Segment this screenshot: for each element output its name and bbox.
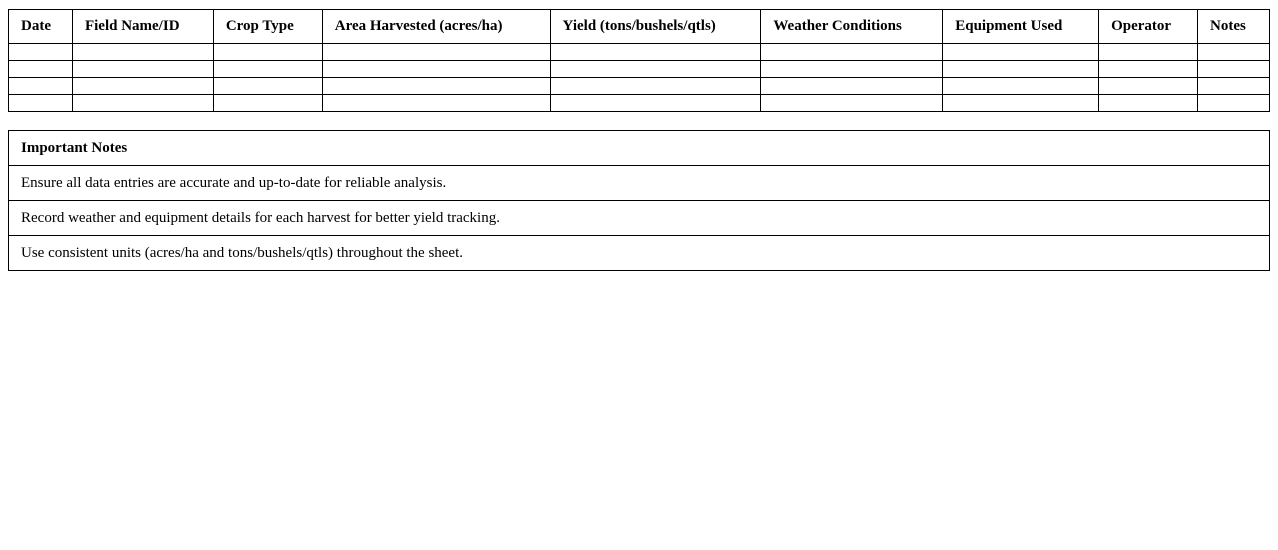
table-row xyxy=(9,78,1270,95)
note-item: Ensure all data entries are accurate and up-to-date for reliable analysis. xyxy=(9,166,1270,201)
table-cell[interactable] xyxy=(322,44,550,61)
table-row xyxy=(9,61,1270,78)
table-cell[interactable] xyxy=(213,61,322,78)
table-cell[interactable] xyxy=(72,78,213,95)
table-cell[interactable] xyxy=(9,44,73,61)
table-cell[interactable] xyxy=(9,95,73,112)
table-cell[interactable] xyxy=(761,95,943,112)
harvest-log-table xyxy=(8,9,1270,112)
table-cell[interactable] xyxy=(322,61,550,78)
header-yield: Yield (tons/bushels/qtls) xyxy=(550,10,761,44)
header-operator: Operator xyxy=(1099,10,1198,44)
table-cell[interactable] xyxy=(72,44,213,61)
table-cell[interactable] xyxy=(72,95,213,112)
header-field-name: Field Name/ID xyxy=(72,10,213,44)
table-cell[interactable] xyxy=(1099,78,1198,95)
table-cell[interactable] xyxy=(72,61,213,78)
table-cell[interactable] xyxy=(213,44,322,61)
table-cell[interactable] xyxy=(213,78,322,95)
table-cell[interactable] xyxy=(761,61,943,78)
table-cell[interactable] xyxy=(550,44,761,61)
table-cell[interactable] xyxy=(550,95,761,112)
table-cell[interactable] xyxy=(9,61,73,78)
header-area-harvested: Area Harvested (acres/ha) xyxy=(322,10,550,44)
important-notes-table xyxy=(8,130,1270,271)
table-cell[interactable] xyxy=(1198,44,1270,61)
header-crop-type: Crop Type xyxy=(213,10,322,44)
notes-title: Important Notes xyxy=(9,131,1270,166)
table-cell[interactable] xyxy=(1198,95,1270,112)
table-cell[interactable] xyxy=(1099,61,1198,78)
table-cell[interactable] xyxy=(761,44,943,61)
header-equipment: Equipment Used xyxy=(943,10,1099,44)
header-notes: Notes xyxy=(1198,10,1270,44)
header-weather: Weather Conditions xyxy=(761,10,943,44)
table-cell[interactable] xyxy=(1099,95,1198,112)
table-cell[interactable] xyxy=(1198,61,1270,78)
table-cell[interactable] xyxy=(550,78,761,95)
table-cell[interactable] xyxy=(1099,44,1198,61)
table-cell[interactable] xyxy=(761,78,943,95)
table-cell[interactable] xyxy=(1198,78,1270,95)
table-cell[interactable] xyxy=(943,61,1099,78)
header-row xyxy=(9,10,1270,44)
table-cell[interactable] xyxy=(943,95,1099,112)
table-row xyxy=(9,95,1270,112)
note-item: Record weather and equipment details for each harvest for better yield tracking. xyxy=(9,201,1270,236)
table-cell[interactable] xyxy=(322,78,550,95)
header-date: Date xyxy=(9,10,73,44)
table-row xyxy=(9,44,1270,61)
table-cell[interactable] xyxy=(943,44,1099,61)
table-cell[interactable] xyxy=(9,78,73,95)
table-cell[interactable] xyxy=(322,95,550,112)
note-item: Use consistent units (acres/ha and tons/bushels/qtls) throughout the sheet. xyxy=(9,236,1270,271)
table-cell[interactable] xyxy=(550,61,761,78)
table-cell[interactable] xyxy=(943,78,1099,95)
table-cell[interactable] xyxy=(213,95,322,112)
